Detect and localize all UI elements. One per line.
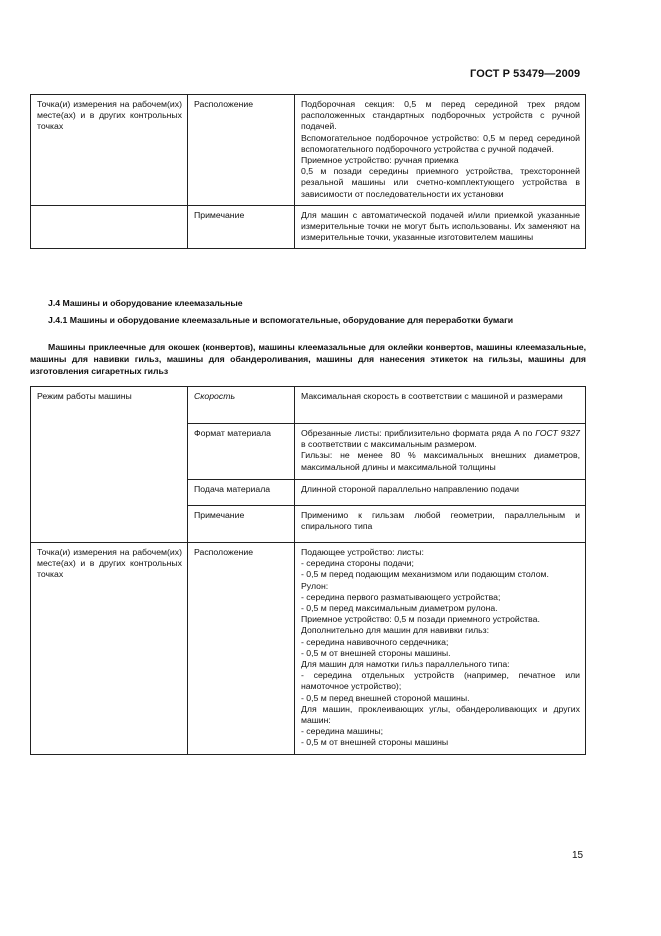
table-cell [295,95,586,206]
measurement-table-2 [30,386,586,755]
cell-line: Вспомогательное подборочное устройство: 0,5 м перед серединой вспомогательного подборочного устройства с ручной подачей. [301,132,580,154]
cell-line: - 0,5 м от внешней стороны машины [301,737,449,748]
table-cell: Расположение [188,95,295,206]
cell-line: - 0,5 м перед подающим механизмом или подающим столом. [301,569,549,580]
table-cell: Подача материала [188,480,295,506]
table-cell: Примечание [188,205,295,249]
cell-line: Гильзы: не менее 80 % максимальных внешних диаметров, максимальной длины и максимальной толщины [301,450,580,472]
cell-line: - 0,5 м от внешней стороны машины. [301,647,451,658]
table-cell: Формат материала [188,424,295,480]
cell-line: в соответствии с максимальным размером. [301,439,477,450]
section-heading-j41: J.4.1 Машины и оборудование клеемазальные и вспомогательные, оборудование для переработки бумаги [48,315,514,325]
table-cell: Скорость [188,387,295,424]
gost-reference: ГОСТ 9327 [535,428,581,438]
table-row [31,95,586,206]
table-cell: Режим работы машины [31,387,188,543]
table-cell: Применимо к гильзам любой геометрии, параллельным и спирального типа [295,506,586,543]
cell-line: - середина навивочного сердечника; [301,636,449,647]
cell-line: - 0,5 м перед максимальным диаметром рулона. [301,603,498,614]
measurement-table-1 [30,94,586,249]
page-number: 15 [572,850,584,861]
table-cell [295,424,586,480]
cell-line: 0,5 м позади середины приемного устройства, трехсторонней резальной машины или счетно-комплектующего устройства в зависимости от последовательности их установки [301,166,580,199]
section-heading-j4: J.4 Машины и оборудование клеемазальные [48,298,243,308]
cell-line: Приемное устройство: 0,5 м позади приемного устройства. [301,614,540,625]
cell-line: - 0,5 м перед внешней стороной машины. [301,692,470,703]
cell-line: - середина машины; [301,726,384,737]
cell-line: Подающее устройство: листы: [301,547,424,557]
table-row [31,387,586,424]
table-row [31,205,586,249]
table-cell: Длинной стороной параллельно направлению подачи [295,480,586,506]
document-code: ГОСТ Р 53479—2009 [470,68,581,80]
cell-line: Для машин для намотки гильз параллельного типа: [301,659,510,670]
cell-line: Приемное устройство: ручная приемка [301,155,459,166]
table-cell: Расположение [188,543,295,755]
cell-line: Обрезанные листы: приблизительно формата ряда А по [301,428,533,438]
table-cell: Точка(и) измерения на рабочем(их) месте(ах) и в других контрольных точках [31,95,188,206]
cell-line: - середина первого разматывающего устройства; [301,591,501,602]
cell-line: Для машин, проклеивающих углы, обандероливающих и других машин: [301,703,580,726]
table-row [31,543,586,755]
table-cell: Максимальная скорость в соответствии с машиной и размерами [295,387,586,424]
table-cell: Для машин с автоматической подачей и/или приемкой указанные измерительные точки не могут быть использованы. Их заменяют на измерительные точки, указанные изготовителем машины [295,205,586,249]
cell-line: Подборочная секция: 0,5 м перед серединой трех рядом расположенных стандартных подборочных устройств с ручной подачей. [301,99,580,132]
table-cell: Примечание [188,506,295,543]
table-cell: Точка(и) измерения на рабочем(их) месте(ах) и в других контрольных точках [31,543,188,755]
table-cell [31,205,188,249]
cell-line: Рулон: [301,580,329,591]
cell-line: Дополнительно для машин для навивки гильз: [301,625,490,636]
cell-line: - середина отдельных устройств (например, печатное или намоточное устройство); [301,670,580,692]
table-cell [295,543,586,755]
cell-line: - середина стороны подачи; [301,558,414,569]
section-intro: Машины приклеечные для окошек (конвертов), машины клеемазальные для оклейки конвертов, машины клеемазальные, машины для навивки гильз, машины для обандероливания, машины для нанесения этикеток на гильзы, машины для изготовления сигаретных гильз [30,342,586,376]
